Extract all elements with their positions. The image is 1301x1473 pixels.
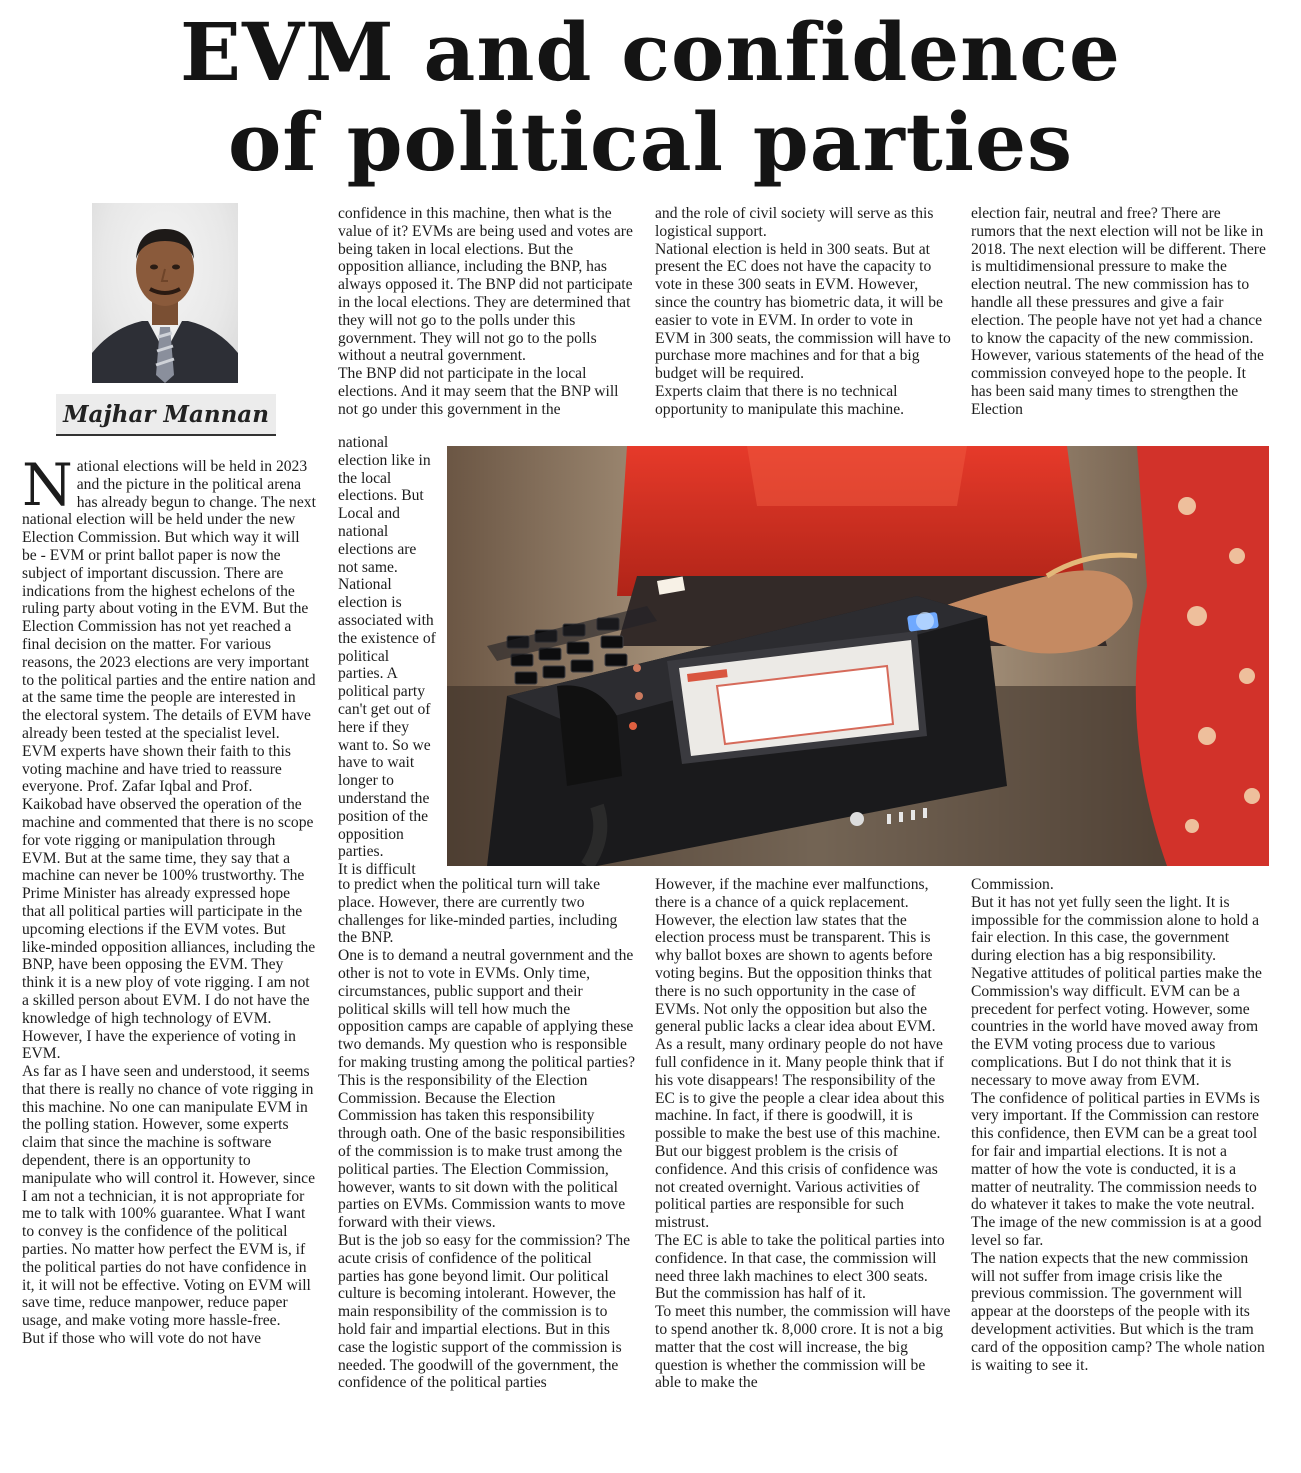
paragraph: But is the job so easy for the commission? The acute crisis of confidence of the political parties has gone beyond limit. Our political culture is becoming intolerant. However, the main responsibility of the commission is to hold fair and impartial elections. But in this case the logistic support of the commission is needed. The goodwill of the government, the confidence of the political parties <box>338 1231 631 1392</box>
column-1 <box>22 451 316 1348</box>
byline <box>56 394 276 436</box>
paragraph: National elections will be held in 2023 and the picture in the political arena has already begun to change. The next national election will be held under the new Election Commission. But which way it will be - EVM or print ballot paper is now the subject of important discussion. There are indications from the highest echelons of the ruling party about voting in the EVM. But the Election Commission has not yet reached a final decision on the matter. For various reasons, the 2023 elections are very important to the political parties and the entire nation and at the same time the people are interested in the electoral system. The details of EVM have already been tested at the specialist level. EVM experts have shown their faith to this voting machine and have tried to reassure everyone. Prof. Zafar Iqbal and Prof. Kaikobad have observed the operation of the machine and commented that there is no scope for vote rigging or manipulation through EVM. But at the same time, they say that a machine can never be 100% trustworthy. The Prime Minister has already expressed hope that all political parties will participate in the upcoming elections if the EVM votes. But like-minded opposition alliances, including the BNP, have been opposing the EVM. They think it is a new ploy of vote rigging. I am not a skilled person about EVM. I do not have the knowledge of high technology of EVM. However, I have the experience of voting in EVM. <box>22 451 316 1063</box>
author-name: Majhar Mannan <box>63 400 269 428</box>
paragraph: The nation expects that the new commission will not suffer from image crisis like the previous commission. The government will appear at the doorsteps of the people with its development activities. But which is the tram card of the opposition camp? The whole nation is waiting to see it. <box>971 1249 1265 1374</box>
paragraph: But it has not yet fully seen the light. It is impossible for the commission alone to hold a fair election. In this case, the government during election has a big responsibility. Negative attitudes of political parties make the Commission's way difficult. EVM can be a precedent for perfect voting. However, some countries in the world have moved away from the EVM voting process due to various complications. But I do not think that it is necessary to move away from EVM. <box>971 893 1262 1089</box>
paragraph: National election is held in 300 seats. But at present the EC does not have the capacity to vote in these 300 seats in EVM. However, since the country has biometric data, it will be easier to vote in EVM. In order to vote in EVM in 300 seats, the commission will have to purchase more machines and for that a big budget will be required. <box>655 240 951 383</box>
drop-cap: N <box>22 451 73 519</box>
evm-machine-illustration <box>447 446 1269 866</box>
paragraph: confidence in this machine, then what is the value of it? EVMs are being used and votes are being taken in local elections. But the opposition alliance, including the BNP, has always opposed it. The BNP did not participate in the local elections. They are determined that they will not go to the polls under this government. They will not go to the polls without a neutral government. <box>338 205 633 365</box>
paragraph: But if those who will vote do not have <box>22 1330 262 1348</box>
column-2-top <box>338 205 636 419</box>
paragraph: election fair, neutral and free? There are rumors that the next election will not be like in 2018. The next election will be different. There is multidimensional pressure to make the election neutral. The new commission has to handle all these pressures and give a fair election. The people have not yet had a chance to know the capacity of the new commission. However, various statements of the head of the commission conveyed hope to the people. It has been said many times to strengthen the Election <box>971 205 1266 418</box>
paragraph: Experts claim that there is no technical opportunity to manipulate this machine. <box>655 382 905 418</box>
column-4-top <box>971 205 1267 419</box>
headline-line-2: of political parties <box>227 95 1074 189</box>
paragraph: Commission. <box>971 876 1054 893</box>
column-2-bottom <box>338 876 636 1392</box>
column-2-narrow <box>338 434 438 879</box>
paragraph: National election is associated with the existence of political parties. A political party can't get out of here if they want to. So we have to wait longer to understand the position of the opposition parties. <box>338 576 436 861</box>
paragraph: As far as I have seen and understood, it seems that there is really no chance of vote rigging in this machine. No one can manipulate EVM in the polling station. However, some experts claim that since the machine is software dependent, there is an opportunity to manipulate who will control it. However, since I am not a technician, it is not appropriate for me to talk with 100% guarantee. What I want to convey is the confidence of the political parties. No matter how perfect the EVM is, if the political parties do not have confidence in it, it will not be effective. Voting on EVM will save time, reduce manpower, reduce paper usage, and make voting more hassle-free. <box>22 1063 315 1330</box>
paragraph: To meet this number, the commission will have to spend another tk. 8,000 crore. It is not a big matter that the cost will increase, the big question is whether the commission will be able to make the <box>655 1303 951 1392</box>
author-portrait-illustration <box>92 203 238 383</box>
paragraph: to predict when the political turn will take place. However, there are currently two challenges for like-minded parties, including the BNP. <box>338 876 618 947</box>
paragraph: The BNP did not participate in the local elections. And it may seem that the BNP will not go under this government in the <box>338 365 619 418</box>
paragraph: national election like in the local elections. But Local and national elections are not same. <box>338 434 431 576</box>
paragraph: The confidence of political parties in EVMs is very important. If the Commission can restore this confidence, then EVM can be a great tool for fair and impartial elections. It is not a matter of how the vote is conducted, it is a matter of neutrality. The commission needs to do whatever it takes to make the vote neutral. The image of the new commission is at a good level so far. <box>971 1089 1262 1249</box>
paragraph: The EC is able to take the political parties into confidence. In that case, the commission will need three lakh machines to elect 300 seats. But the commission has half of it. <box>655 1231 945 1303</box>
paragraph: It is difficult <box>338 861 416 879</box>
author-photo <box>92 203 238 383</box>
paragraph: However, if the machine ever malfunctions, there is a chance of a quick replacement. However, the election law states that the election process must be transparent. This is why ballot boxes are shown to agents before voting begins. But the opposition thinks that there is no such opportunity in the case of EVMs. Not only the opposition but also the general public lacks a clear idea about EVM. As a result, many ordinary people do not have full confidence in it. Many people think that if his vote disappears! The responsibility of the EC is to give the people a clear idea about this machine. In fact, if there is goodwill, it is possible to make the best use of this machine. But our biggest problem is the crisis of confidence. And this crisis of confidence was not created overnight. Various activities of political parties are responsible for such mistrust. <box>655 876 945 1232</box>
column-3-top <box>655 205 951 419</box>
column-4-bottom <box>971 876 1267 1374</box>
headline-line-1: EVM and confidence <box>180 5 1121 99</box>
paragraph: One is to demand a neutral government and the other is not to vote in EVMs. Only time, circumstances, public support and their political skills will tell how much the opposition camps are capable of applying these two demands. My question who is responsible for making trusting among the political parties? This is the responsibility of the Election Commission. Because the Election Commission has taken this responsibility through oath. One of the basic responsibilities of the commission is to make trust among the political parties. The Election Commission, however, wants to sit down with the political parties on EVMs. Commission wants to move forward with their views. <box>338 947 636 1232</box>
evm-photo <box>447 446 1269 866</box>
paragraph: and the role of civil society will serve as this logistical support. <box>655 205 934 240</box>
column-3-bottom <box>655 876 951 1392</box>
